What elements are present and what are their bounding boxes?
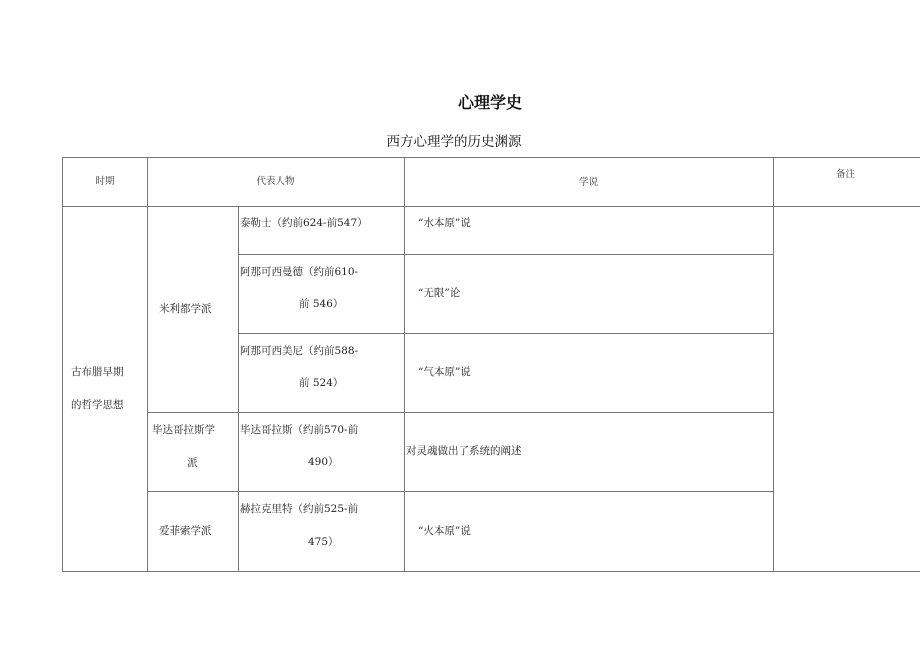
header-divider: [63, 206, 920, 207]
col-divider: [147, 158, 148, 571]
row-divider: [238, 254, 773, 255]
header-period: 时期: [95, 176, 115, 187]
header-notes: 备注: [836, 169, 856, 180]
figure-anaximander-line1: 阿那可西曼德（约前610-: [240, 266, 359, 278]
school-pythagoras-line1: 毕达哥拉斯学: [152, 424, 215, 436]
figure-pythagoras-line1: 毕达哥拉斯（约前570-前: [240, 424, 359, 436]
row-divider: [147, 491, 773, 492]
row-divider: [238, 333, 773, 334]
document-subtitle: 西方心理学的历史渊源: [386, 134, 522, 150]
figure-anaximander-line2: 前 546）: [299, 298, 344, 310]
document-title: 心理学史: [457, 93, 522, 112]
school-ephesus: 爱菲索学派: [159, 525, 212, 537]
period-line2: 的哲学思想: [71, 399, 124, 411]
row-divider: [147, 412, 773, 413]
school-pythagoras-line2: 派: [187, 457, 198, 469]
header-theory: 学说: [578, 177, 598, 188]
figure-heraclitus-line1: 赫拉克里特（约前525-前: [240, 503, 359, 515]
col-divider: [404, 158, 405, 571]
figure-anaximenes-line1: 阿那可西美尼（约前588-: [240, 345, 359, 357]
figure-heraclitus-line2: 475）: [308, 536, 339, 548]
figure-anaximenes-line2: 前 524）: [299, 377, 344, 389]
header-figures: 代表人物: [256, 176, 295, 187]
figure-pythagoras-line2: 490）: [308, 456, 339, 468]
theory-infinite: “无限”论: [418, 287, 461, 299]
figure-thales: 泰勒士（约前624-前547）: [240, 217, 368, 229]
school-miletus: 米利都学派: [159, 303, 212, 315]
theory-fire: “火本原”说: [418, 525, 471, 537]
theory-air: “气本原”说: [418, 366, 471, 378]
history-table: [62, 157, 920, 572]
theory-water: “水本原”说: [418, 217, 471, 229]
col-divider: [238, 206, 239, 571]
period-line1: 古布腊早期: [71, 366, 124, 378]
col-divider: [773, 158, 774, 571]
theory-soul: 对灵魂做出了系统的阐述: [406, 445, 522, 457]
